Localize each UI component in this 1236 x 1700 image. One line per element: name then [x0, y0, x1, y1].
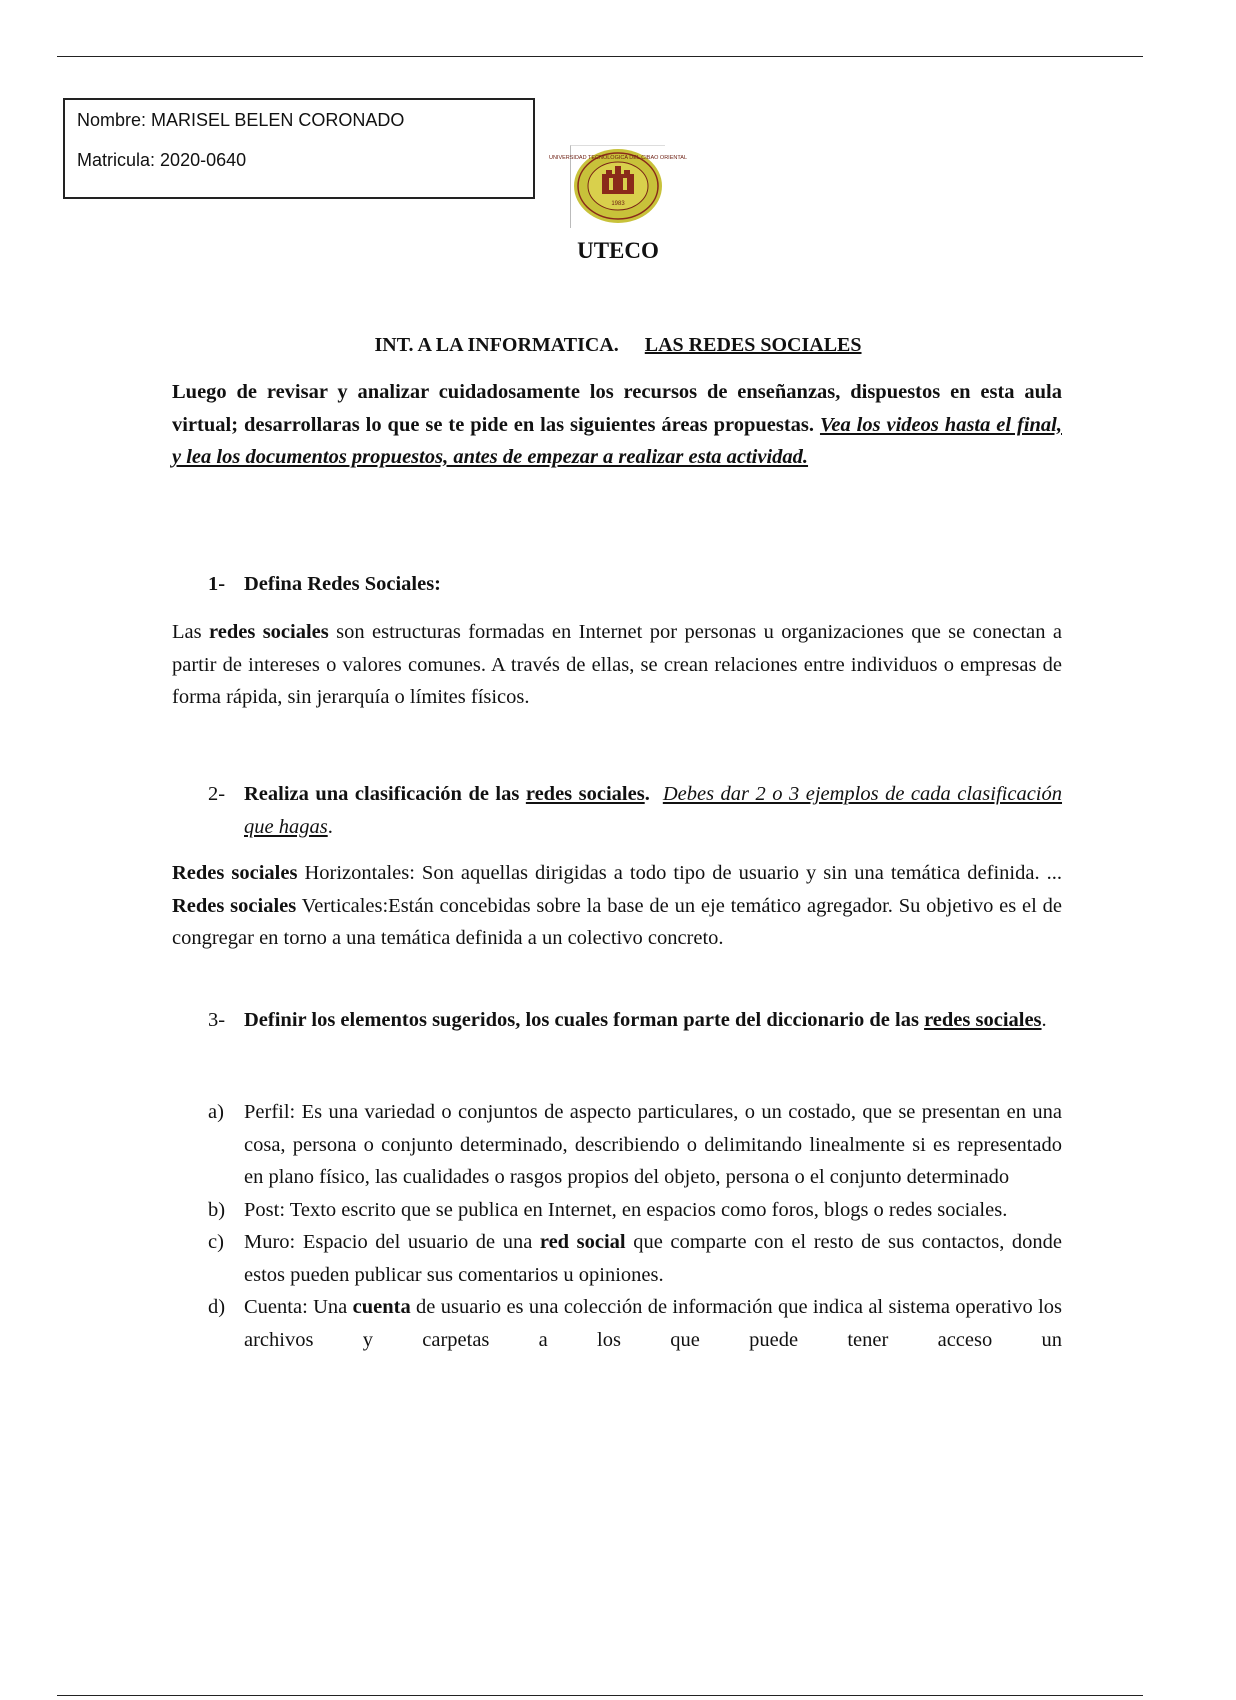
question-3-underlined: redes sociales: [924, 1009, 1042, 1031]
list-item-bold: red social: [539, 1231, 626, 1253]
question-1-number: 1-: [208, 573, 226, 595]
institution-name: UTECO: [577, 238, 659, 263]
list-item-text: Post: Texto escrito que se publica en Internet, en espacios como foros, blogs o redes sociales.: [244, 1198, 1008, 1221]
instructions-paragraph: [172, 376, 1062, 474]
list-marker: d): [208, 1296, 226, 1318]
page-title: [0, 334, 1236, 357]
question-2-instruction-end: .: [327, 815, 333, 838]
question-2-text: [244, 778, 1062, 843]
question-3-number: 3-: [208, 1009, 226, 1031]
answer-2-bold-1: Redes sociales: [172, 862, 298, 884]
answer-1-post: son estructuras formadas en Internet por personas u organizaciones que se conectan a partir de intereses o valores comunes. A través de ellas, se crean relaciones entre individuos o empresas de forma rápida, sin jerarquía o límites físicos.: [172, 621, 1062, 708]
question-3-end: .: [1041, 1009, 1047, 1031]
nombre-label: Nombre:: [77, 110, 147, 130]
matricula-label: Matricula:: [77, 150, 156, 170]
answer-1-pre: Las: [172, 621, 209, 643]
university-logo: [548, 145, 688, 228]
top-rule: [57, 56, 1143, 57]
question-3-text: [244, 1004, 1062, 1037]
instructions-underlined: Vea los videos hasta el final, y lea los documentos propuestos, antes de empezar a realizar esta actividad.: [172, 413, 1062, 468]
matricula-line: [77, 150, 521, 171]
list-item-text-post: de usuario es una colección de información que indica al sistema operativo los archivos y carpetas a los que puede tener acceso un: [244, 1296, 1062, 1351]
answer-2-text-2: Verticales:Están concebidas sobre la base de un eje temático agregador. Su objetivo es el de congregar en torno a una temática definida a un colectivo concreto.: [172, 894, 1062, 949]
seal-icon: [548, 146, 688, 228]
list-item: [208, 1291, 1062, 1356]
list-item: [208, 1096, 1062, 1194]
answer-1: [172, 616, 1062, 714]
question-2-post: .: [644, 783, 650, 805]
instructions-text: Luego de revisar y analizar cuidadosamente los recursos de enseñanzas, dispuestos en esta aula virtual; desarrollaras lo que se te pide en las siguientes áreas propuestas.: [172, 381, 1062, 436]
answer-1-bold: redes sociales: [209, 621, 329, 643]
topic-title: LAS REDES SOCIALES: [644, 334, 862, 356]
list-item: [208, 1226, 1062, 1291]
matricula-value: 2020-0640: [160, 150, 247, 170]
logo-seal-text: UNIVERSIDAD TECNOLOGICA DEL CIBAO ORIENTAL: [548, 155, 688, 161]
list-marker: b): [208, 1198, 226, 1221]
definitions-list: [208, 1096, 1062, 1356]
list-item-bold: cuenta: [352, 1296, 411, 1318]
list-item-text-post: que comparte con el resto de sus contactos, donde estos pueden publicar sus comentarios u opiniones.: [244, 1231, 1062, 1286]
nombre-value: MARISEL BELEN CORONADO: [151, 110, 405, 130]
question-2-number: 2-: [208, 783, 226, 805]
nombre-line: [77, 110, 521, 131]
answer-2-text-1: Horizontales: Son aquellas dirigidas a todo tipo de usuario y sin una temática definida. ...: [297, 862, 1062, 884]
list-item-text: Perfil: Es una variedad o conjuntos de aspecto particulares, o un costado, que se presentan en una cosa, persona o conjunto determinado, describiendo o delimitando linealmente si es representado en plano físico, las cualidades o rasgos propios del objeto, persona o el conjunto determinado: [244, 1101, 1062, 1188]
bottom-rule: [57, 1695, 1143, 1696]
list-marker: a): [208, 1101, 224, 1123]
question-2-instruction: Debes dar 2 o 3 ejemplos de cada clasificación que hagas: [244, 783, 1063, 838]
question-2-underlined: redes sociales: [525, 783, 645, 805]
question-2-pre: Realiza una clasificación de las: [244, 783, 526, 805]
list-item-text: Muro: Espacio del usuario de una: [244, 1231, 540, 1253]
list-item-text: Cuenta: Una: [244, 1296, 353, 1318]
list-marker: c): [208, 1231, 224, 1253]
answer-2: [172, 857, 1062, 955]
question-1-text: Defina Redes Sociales:: [244, 573, 442, 595]
student-info-box: [63, 98, 535, 199]
question-3-main: Definir los elementos sugeridos, los cuales forman parte del diccionario de las: [244, 1009, 925, 1031]
logo-year: 1983: [611, 201, 625, 207]
answer-2-bold-2: Redes sociales: [172, 894, 297, 917]
list-item: [208, 1194, 1062, 1227]
course-name: INT. A LA INFORMATICA.: [374, 334, 619, 356]
